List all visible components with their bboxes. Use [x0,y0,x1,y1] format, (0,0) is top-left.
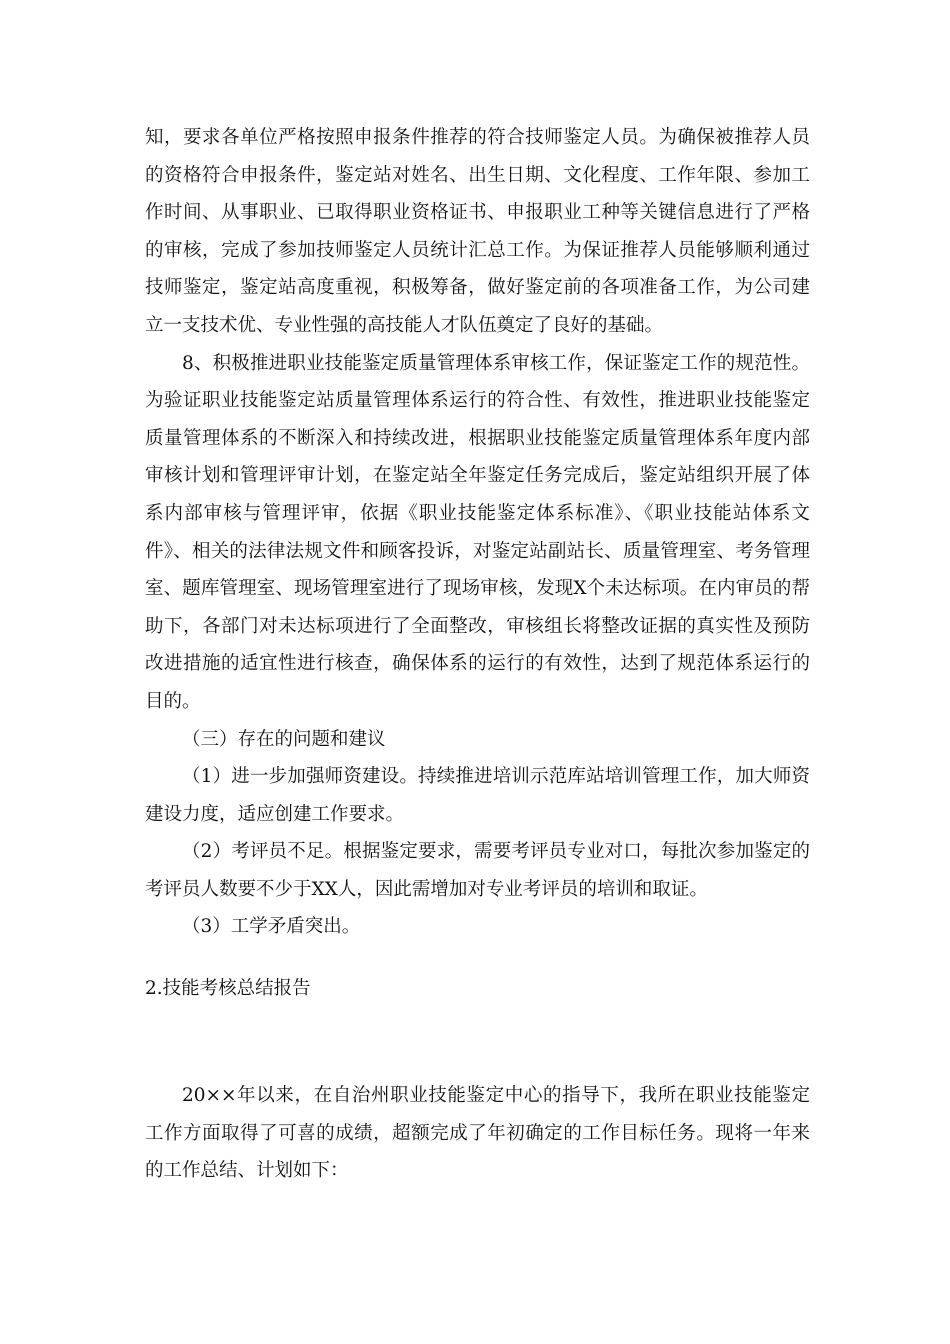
section-heading: 2.技能考核总结报告 [145,978,311,999]
document-body-bottom [145,1077,810,1190]
paragraph-4: （1）进一步加强师资建设。持续推进培训示范库站培训管理工作，加大师资建设力度，适应创建工作要求。 [145,766,810,825]
document-body-top [145,119,810,946]
paragraph-7: 20××年以来，在自治州职业技能鉴定中心的指导下，我所在职业技能鉴定工作方面取得了可喜的成绩，超额完成了年初确定的工作目标任务。现将一年来的工作总结、计划如下： [145,1085,810,1182]
paragraph-2: 8、积极推进职业技能鉴定质量管理体系审核工作，保证鉴定工作的规范性。为验证职业技能鉴定站质量管理体系运行的符合性、有效性，推进职业技能鉴定质量管理体系的不断深入和持续改进，根据职业技能鉴定质量管理体系年度内部审核计划和管理评审计划，在鉴定站全年鉴定任务完成后，鉴定站组织开展了体系内部审核与管理评审，依据《职业技能鉴定体系标准》、《职业技能站体系文件》、相关的法律法规文件和顾客投诉，对鉴定站副站长、质量管理室、考务管理室、题库管理室、现场管理室进行了现场审核，发现X个未达标项。在内审员的帮助下，各部门对未达标项进行了全面整改，审核组长将整改证据的真实性及预防改进措施的适宜性进行核查，确保体系的运行的有效性，达到了规范体系运行的目的。 [145,352,810,712]
paragraph-5: （2）考评员不足。根据鉴定要求，需要考评员专业对口，每批次参加鉴定的考评员人数要不少于XX人，因此需增加对专业考评员的培训和取证。 [145,841,810,900]
paragraph-6: （3）工学矛盾突出。 [182,916,361,938]
paragraph-3: （三）存在的问题和建议 [182,728,386,750]
paragraph-1: 知，要求各单位严格按照申报条件推荐的符合技师鉴定人员。为确保被推荐人员的资格符合申报条件，鉴定站对姓名、出生日期、文化程度、工作年限、参加工作时间、从事职业、已取得职业资格证书、申报职业工种等关键信息进行了严格的审核，完成了参加技师鉴定人员统计汇总工作。为保证推荐人员能够顺利通过技师鉴定，鉴定站高度重视，积极筹备，做好鉴定前的各项准备工作，为公司建立一支技术优、专业性强的高技能人才队伍奠定了良好的基础。 [145,127,810,336]
